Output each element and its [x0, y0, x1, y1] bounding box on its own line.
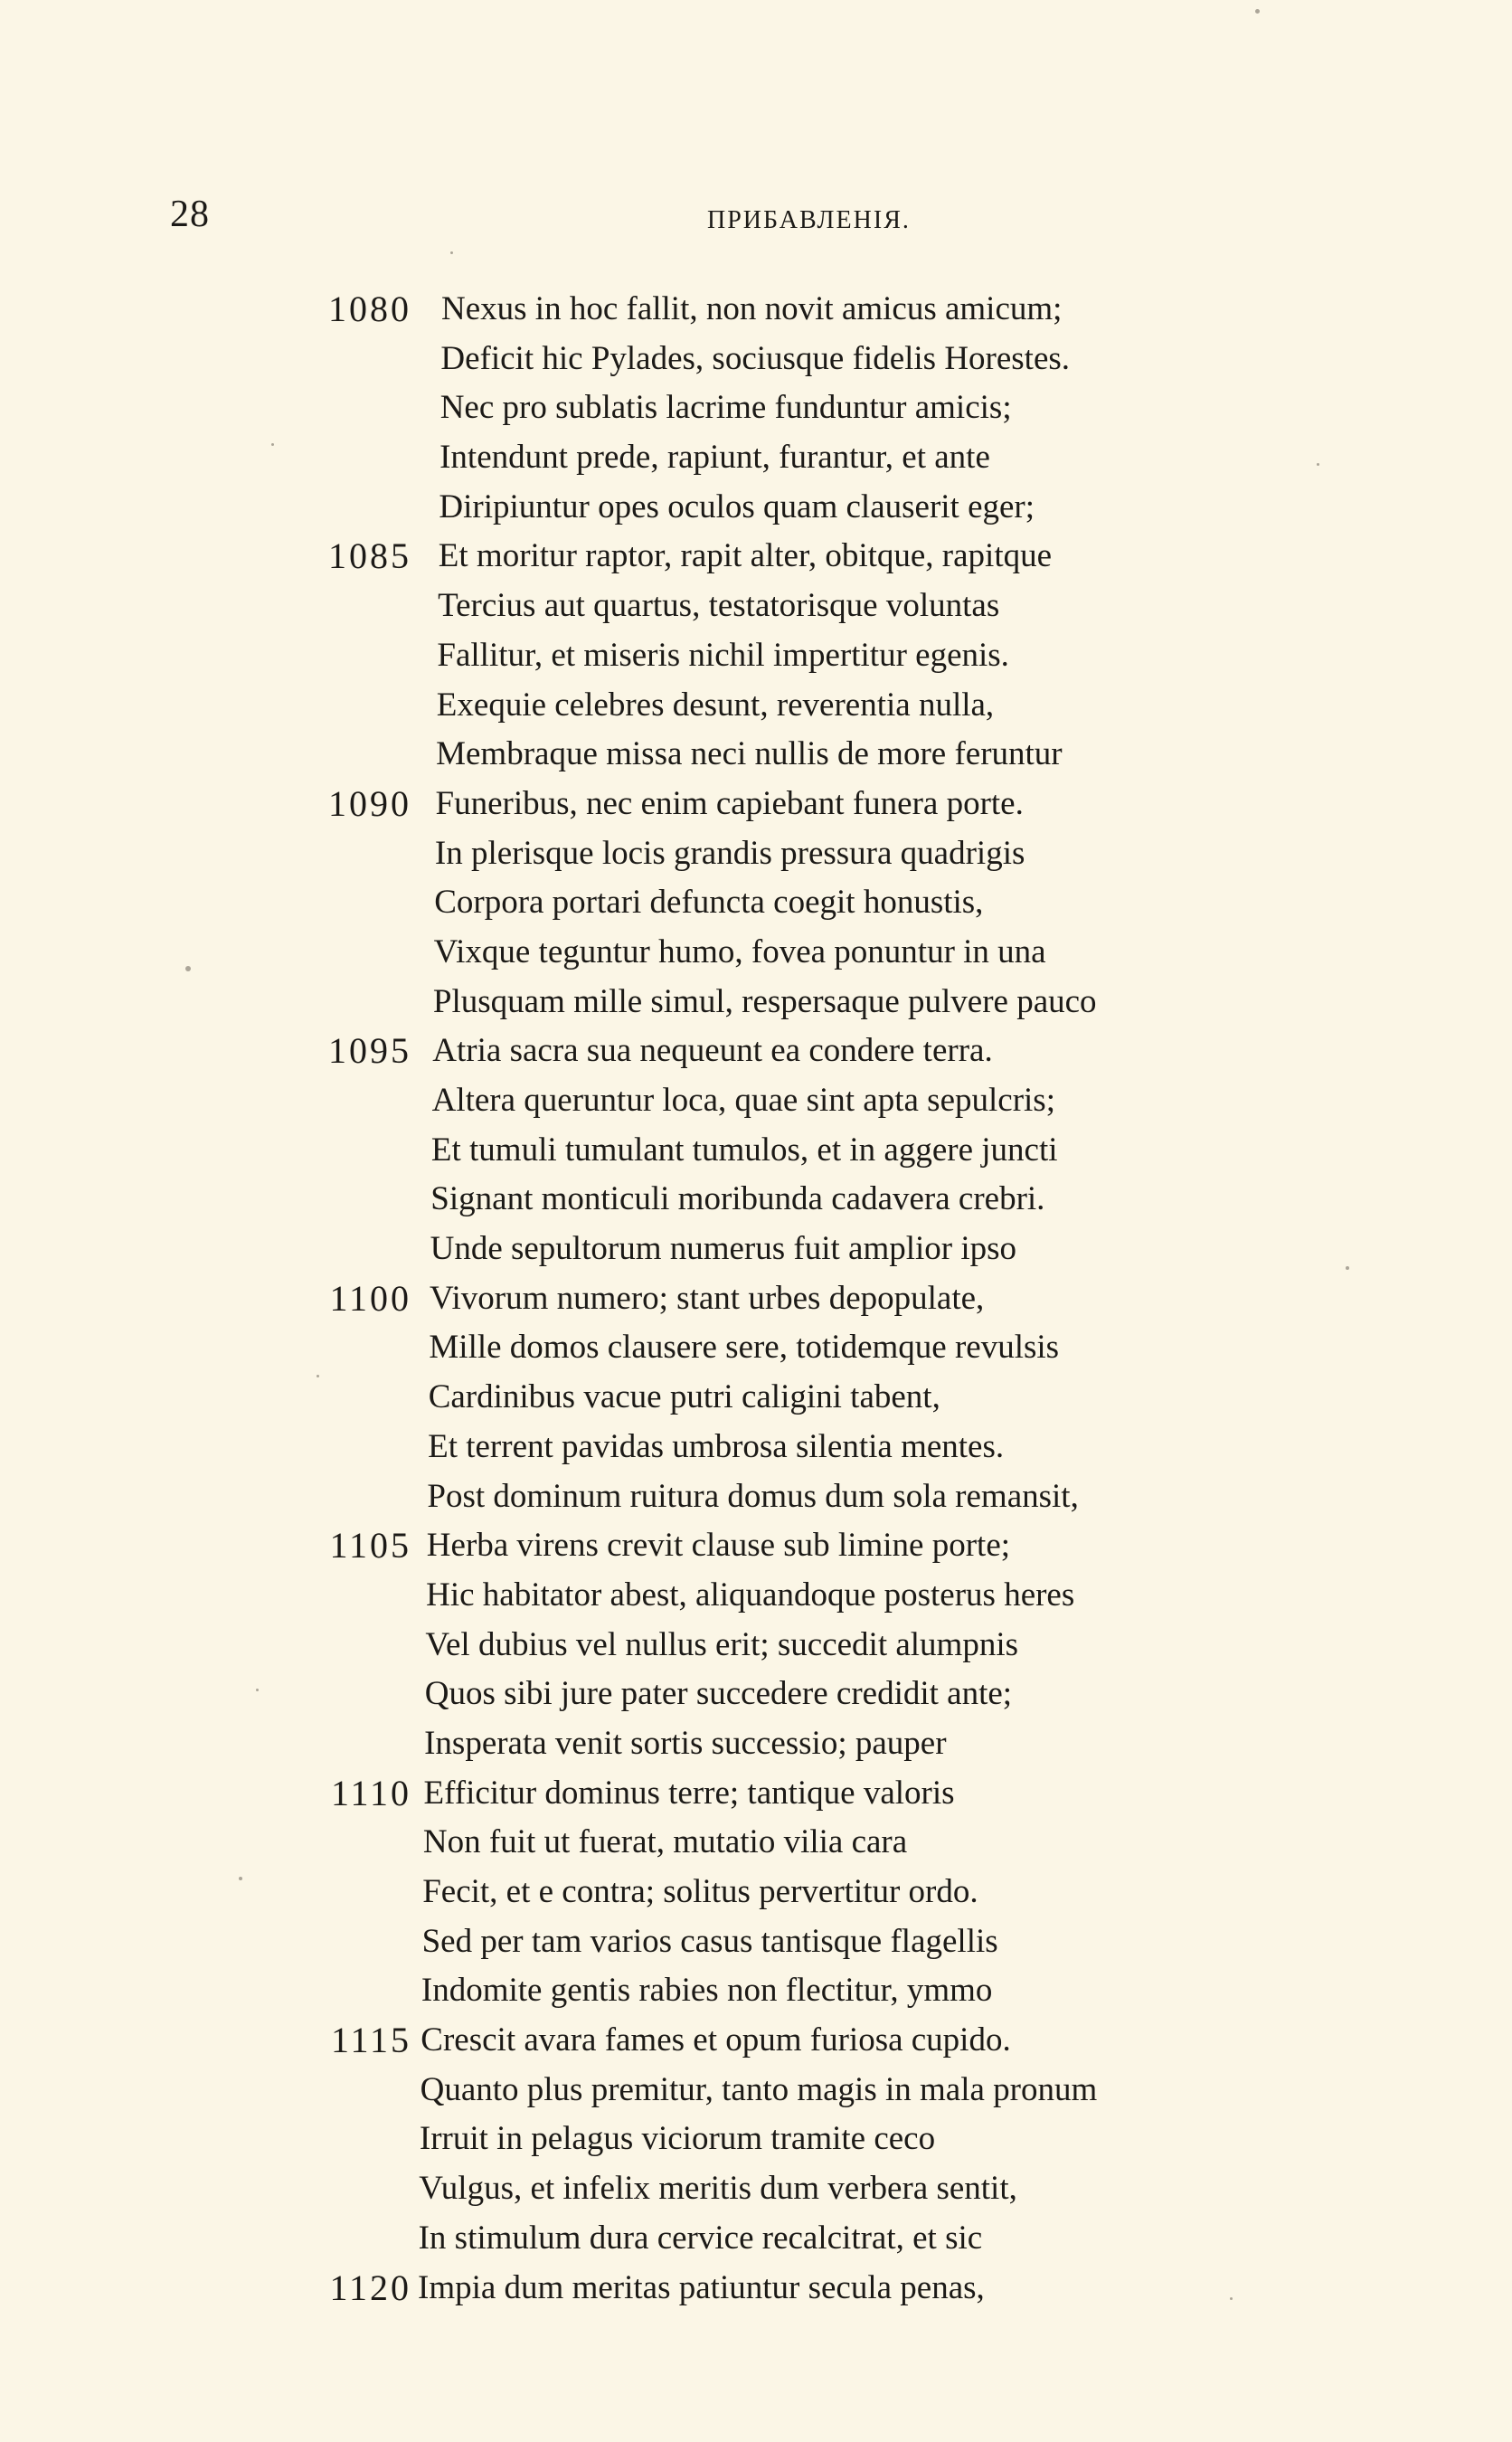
line-number: 1090: [328, 782, 411, 824]
verse-line: [0, 2164, 1512, 2214]
verse-text: Intendunt prede, rapiunt, furantur, et ante: [439, 439, 990, 477]
verse-text: Membraque missa neci nullis de more feruntur: [436, 735, 1063, 773]
verse-line: [0, 1670, 1512, 1719]
verse-line: [0, 878, 1512, 928]
verse-line: [0, 1621, 1512, 1671]
verse-line: [0, 681, 1512, 731]
verse-line: [0, 1225, 1512, 1274]
verse-line: [0, 1423, 1512, 1472]
verse-line: [0, 532, 1512, 582]
page-number: 28: [170, 194, 210, 235]
verse-text: Vulgus, et infelix meritis dum verbera sentit,: [419, 2170, 1017, 2208]
verse-text: Diripiuntur opes oculos quam clauserit eger;: [439, 487, 1035, 525]
verse-line: [0, 2066, 1512, 2115]
verse-line: [0, 1472, 1512, 1522]
verse-text: Vivorum numero; stant urbes depopulate,: [430, 1279, 985, 1317]
verse-text: Fallitur, et miseris nichil impertitur egenis.: [437, 636, 1009, 674]
verse-line: [0, 1175, 1512, 1225]
verse-line: [0, 1274, 1512, 1324]
line-number: 1095: [328, 1030, 411, 1072]
verse-line: [0, 335, 1512, 384]
verse-line: [0, 1323, 1512, 1373]
verse-text: Funeribus, nec enim capiebant funera porte.: [435, 784, 1024, 822]
verse-text: Vel dubius vel nullus erit; succedit alumpnis: [425, 1625, 1019, 1663]
verse-text: Impia dum meritas patiuntur secula penas,: [418, 2268, 985, 2306]
verse-line: [0, 1027, 1512, 1076]
verse-text: Mille domos clausere sere, totidemque revulsis: [429, 1329, 1060, 1367]
verse-text: Post dominum ruitura domus dum sola remansit,: [427, 1477, 1079, 1515]
verse-block: [0, 285, 1512, 2313]
paper-speck: [239, 1877, 242, 1880]
paper-speck: [1317, 463, 1319, 466]
verse-text: Tercius aut quartus, testatorisque voluntas: [438, 587, 1000, 625]
verse-line: [0, 928, 1512, 978]
verse-text: Nec pro sublatis lacrime funduntur amicis;: [439, 389, 1012, 427]
paper-speck: [1255, 9, 1260, 14]
verse-text: Et moritur raptor, rapit alter, obitque, rapitque: [438, 537, 1053, 575]
verse-line: [0, 1373, 1512, 1423]
verse-text: Deficit hic Pylades, sociusque fidelis Horestes.: [440, 339, 1071, 377]
paper-speck: [185, 966, 191, 971]
line-number: 1105: [329, 1525, 411, 1566]
verse-text: Hic habitator abest, aliquandoque posterus heres: [426, 1576, 1075, 1614]
verse-text: Exequie celebres desunt, reverentia nulla,: [436, 686, 995, 724]
verse-text: Altera queruntur loca, quae sint apta sepulcris;: [431, 1082, 1055, 1119]
paper-speck: [450, 251, 453, 254]
verse-line: [0, 1966, 1512, 2016]
verse-text: In stimulum dura cervice recalcitrat, et sic: [418, 2219, 983, 2257]
verse-line: [0, 1521, 1512, 1571]
verse-text: Crescit avara fames et opum furiosa cupido.: [421, 2021, 1011, 2059]
verse-line: [0, 1868, 1512, 1917]
verse-line: [0, 1769, 1512, 1819]
verse-line: [0, 383, 1512, 433]
verse-text: Irruit in pelagus viciorum tramite ceco: [419, 2120, 936, 2158]
line-number: 1085: [328, 535, 411, 577]
line-number: 1110: [330, 1772, 411, 1813]
verse-text: Nexus in hoc fallit, non novit amicus amicum;: [441, 290, 1063, 327]
verse-text: Unde sepultorum numerus fuit amplior ipso: [430, 1230, 1017, 1268]
verse-text: Vixque teguntur humo, fovea ponuntur in una: [433, 932, 1046, 970]
verse-line: [0, 2214, 1512, 2264]
line-number: 1120: [329, 2267, 411, 2308]
verse-line: [0, 1818, 1512, 1868]
verse-line: [0, 2016, 1512, 2066]
verse-text: Et terrent pavidas umbrosa silentia mentes.: [428, 1427, 1005, 1465]
verse-text: Fecit, et e contra; solitus pervertitur ordo.: [422, 1873, 978, 1910]
verse-text: Non fuit ut fuerat, mutatio vilia cara: [422, 1823, 908, 1861]
line-number: 1080: [328, 289, 411, 329]
paper-speck: [271, 443, 274, 446]
verse-text: Plusquam mille simul, respersaque pulvere pauco: [432, 982, 1097, 1020]
verse-text: Sed per tam varios casus tantisque flagellis: [421, 1922, 998, 1960]
verse-line: [0, 2115, 1512, 2164]
verse-text: Efficitur dominus terre; tantique valoris: [423, 1774, 955, 1812]
verse-line: [0, 730, 1512, 780]
line-number: 1115: [330, 2020, 411, 2061]
verse-line: [0, 1917, 1512, 1967]
verse-text: Indomite gentis rabies non flectitur, ymmo: [421, 1972, 993, 2010]
verse-text: Signant monticuli moribunda cadavera crebri.: [430, 1180, 1045, 1218]
paper-speck: [1346, 1266, 1349, 1270]
verse-line: [0, 483, 1512, 533]
verse-line: [0, 1076, 1512, 1126]
verse-line: [0, 2264, 1512, 2314]
verse-text: Atria sacra sua nequeunt ea condere terra.: [432, 1032, 993, 1070]
verse-text: In plerisque locis grandis pressura quadrigis: [434, 834, 1025, 872]
verse-text: Cardinibus vacue putri caligini tabent,: [428, 1378, 940, 1416]
verse-line: [0, 1126, 1512, 1176]
verse-line: [0, 285, 1512, 335]
verse-line: [0, 433, 1512, 483]
verse-text: Quanto plus premitur, tanto magis in mala pronum: [420, 2070, 1098, 2108]
paper-speck: [317, 1375, 319, 1377]
line-number: 1100: [329, 1277, 411, 1319]
verse-text: Corpora portari defuncta coegit honustis,: [434, 884, 984, 922]
verse-line: [0, 1571, 1512, 1621]
verse-text: Herba virens crevit clause sub limine porte;: [426, 1527, 1011, 1565]
verse-line: [0, 978, 1512, 1027]
paper-speck: [256, 1689, 259, 1691]
verse-text: Quos sibi jure pater succedere credidit ante;: [424, 1675, 1013, 1713]
verse-line: [0, 631, 1512, 681]
verse-line: [0, 1719, 1512, 1769]
verse-text: Insperata venit sortis successio; pauper: [424, 1724, 947, 1762]
running-head: ПРИБАВЛЕНІЯ.: [707, 206, 911, 234]
paper-speck: [1230, 2297, 1233, 2300]
verse-line: [0, 829, 1512, 879]
verse-text: Et tumuli tumulant tumulos, et in aggere juncti: [430, 1131, 1058, 1169]
verse-line: [0, 780, 1512, 829]
verse-line: [0, 582, 1512, 631]
